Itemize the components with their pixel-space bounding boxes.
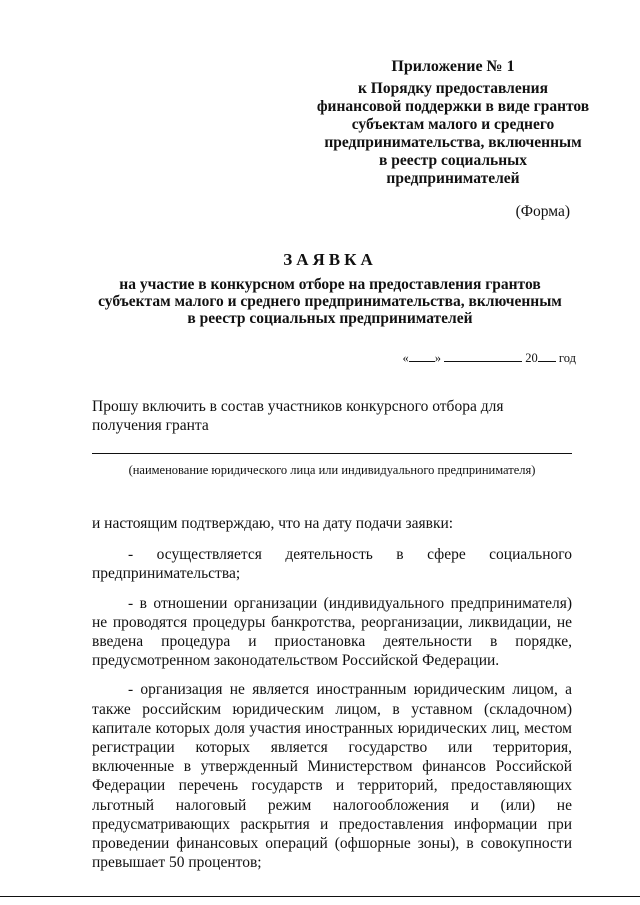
applicant-name-line[interactable] <box>92 453 572 454</box>
appendix-line: в реестр социальных <box>378 152 528 169</box>
request-text: Прошу включить в состав участников конкурсного отбора для получения гранта <box>92 398 504 434</box>
year-blank[interactable] <box>538 350 556 362</box>
title-subtitle-line: на участие в конкурсном отборе на предоставления грантов <box>119 276 541 293</box>
appendix-header <box>298 58 608 188</box>
title-subtitle-line: субъектам малого и среднего предпринимательства, включенным <box>98 293 562 310</box>
appendix-line: к Порядку предоставления <box>357 80 549 97</box>
body-intro: и настоящим подтверждаю, что на дату подачи заявки: <box>92 515 454 532</box>
appendix-line: предпринимателей <box>386 170 520 187</box>
page-bottom-rule <box>0 896 640 897</box>
body-item: - организация не является иностранным юридическим лицом, а также российским юридическим лицом, в уставном (складочном) капитале которых доля участия иностранных юридических лиц, местом регистрации которых является государство или территория, включенные в утвержденный Министерством финансов Российской Федерации перечень государств и территорий, предоставляющих льготный налоговый режим налогообложения и (или) не предусматривающих раскрытия и предоставления информации при проведении финансовых операций (офшорные зоны), в совокупности превышает 50 процентов; <box>92 681 572 872</box>
month-blank[interactable] <box>444 350 522 362</box>
document-title <box>80 250 580 327</box>
appendix-number: Приложение № 1 <box>391 58 515 75</box>
day-blank[interactable] <box>409 350 435 362</box>
title-subtitle-line: в реестр социальных предпринимателей <box>187 310 473 327</box>
appendix-line: субъектам малого и среднего <box>351 116 555 133</box>
year-prefix: 20 <box>525 351 538 365</box>
year-suffix: год <box>558 351 576 365</box>
body-item: - осуществляется деятельность в сфере социального предпринимательства; <box>92 546 572 583</box>
title-heading: ЗАЯВКА <box>283 250 377 269</box>
date-line <box>403 350 576 366</box>
appendix-line: предпринимательства, включенным <box>324 134 582 151</box>
date-close-quote: » <box>434 351 442 365</box>
body-item: - в отношении организации (индивидуального предпринимателя) не проводятся процедуры банкротства, реорганизации, ликвидации, не введена процедура и приостановка деятельности в порядке, предусмотренном законодательством Российской Федерации. <box>92 594 572 670</box>
appendix-line: финансовой поддержки в виде грантов <box>316 98 590 115</box>
date-open-quote: « <box>402 351 409 365</box>
form-label: (Форма) <box>515 203 570 220</box>
document-body <box>92 514 572 882</box>
applicant-name-caption: (наименование юридического лица или индивидуального предпринимателя) <box>128 463 536 477</box>
